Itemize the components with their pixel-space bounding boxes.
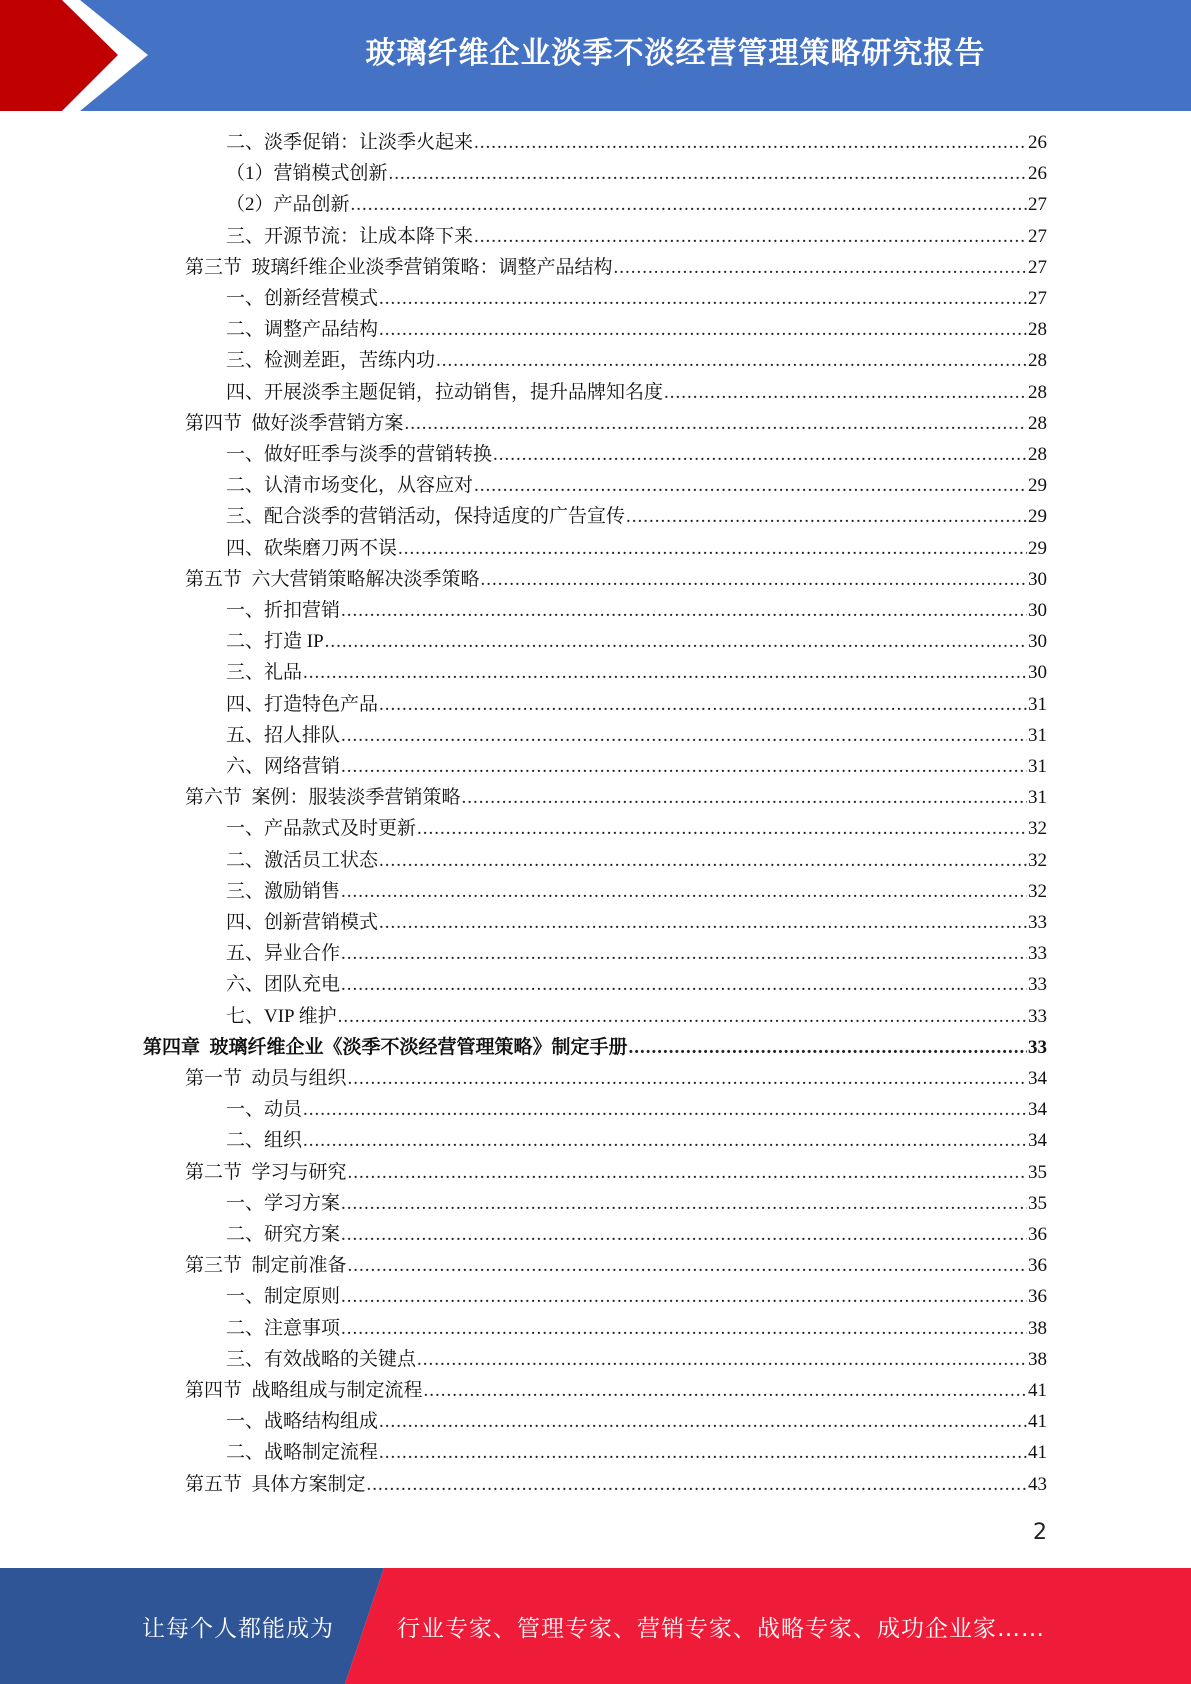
toc-dot-leader: [417, 813, 1027, 844]
toc-item-entry[interactable]: [226, 1437, 1047, 1468]
toc-entry-page: 35: [1028, 1192, 1047, 1214]
page-footer: [0, 1568, 1191, 1684]
toc-entry-title: 一、制定原则: [226, 1286, 341, 1308]
toc-section-entry[interactable]: [185, 1250, 1047, 1281]
toc-entry-title: 一、折扣营销: [226, 600, 341, 621]
toc-item-entry[interactable]: [226, 876, 1047, 907]
toc-entry-page: 26: [1028, 163, 1047, 185]
toc-entry-page: 31: [1028, 756, 1047, 777]
toc-item-entry[interactable]: [226, 969, 1047, 1000]
toc-dot-leader: [474, 221, 1027, 252]
toc-entry-page: 28: [1028, 381, 1047, 403]
toc-item-entry[interactable]: [226, 158, 1047, 189]
toc-entry-page: 41: [1028, 1380, 1047, 1401]
toc-dot-leader: [405, 408, 1027, 439]
toc-item-entry[interactable]: [226, 470, 1047, 501]
toc-item-entry[interactable]: [226, 221, 1047, 252]
footer-slogan-right: 行业专家、管理专家、营销专家、战略专家、成功企业家……: [397, 1615, 1045, 1642]
toc-dot-leader: [379, 1437, 1027, 1468]
toc-entry-page: 28: [1028, 444, 1047, 465]
toc-entry-page: 30: [1028, 568, 1047, 590]
toc-item-entry[interactable]: [226, 751, 1047, 782]
toc-dot-leader: [379, 314, 1027, 345]
toc-item-entry[interactable]: [226, 189, 1047, 220]
toc-entry-page: 32: [1028, 880, 1047, 902]
toc-item-entry[interactable]: [226, 907, 1047, 938]
toc-entry-title: 三、礼品: [226, 662, 303, 684]
toc-item-entry[interactable]: [226, 345, 1047, 376]
toc-entry-title: 二、研究方案: [226, 1224, 341, 1245]
toc-dot-leader: [348, 1063, 1027, 1094]
toc-dot-leader: [379, 907, 1027, 938]
toc-entry-title: 三、有效战略的关键点: [226, 1348, 417, 1370]
toc-entry-title: 第一节 动员与组织: [185, 1068, 347, 1089]
toc-entry-page: 31: [1028, 724, 1047, 746]
toc-dot-leader: [341, 595, 1027, 626]
toc-entry-title: 五、异业合作: [226, 943, 341, 965]
toc-dot-leader: [367, 1469, 1027, 1500]
toc-entry-page: 27: [1028, 288, 1047, 309]
toc-entry-title: 第三节 玻璃纤维企业淡季营销策略：调整产品结构: [185, 256, 613, 278]
toc-section-entry[interactable]: [185, 1375, 1047, 1406]
toc-dot-leader: [303, 657, 1027, 688]
toc-item-entry[interactable]: [226, 439, 1047, 470]
toc-entry-page: 27: [1028, 256, 1047, 278]
toc-entry-title: （2）产品创新: [226, 194, 350, 216]
toc-dot-leader: [398, 533, 1027, 564]
toc-item-entry[interactable]: [226, 1281, 1047, 1312]
toc-entry-page: 33: [1028, 1036, 1047, 1058]
toc-entry-page: 41: [1028, 1411, 1047, 1433]
toc-entry-page: 26: [1028, 132, 1047, 153]
toc-dot-leader: [417, 1344, 1027, 1375]
toc-dot-leader: [303, 1094, 1027, 1125]
red-chevron-arrow-icon: [0, 0, 160, 111]
toc-item-entry[interactable]: [226, 127, 1047, 158]
toc-dot-leader: [341, 751, 1027, 782]
toc-dot-leader: [474, 470, 1027, 501]
toc-entry-title: 三、激励销售: [226, 880, 341, 902]
toc-entry-title: 二、调整产品结构: [226, 319, 379, 341]
toc-entry-title: 三、检测差距，苦练内功: [226, 350, 436, 372]
toc-entry-page: 36: [1028, 1286, 1047, 1308]
toc-dot-leader: [348, 1157, 1027, 1188]
toc-dot-leader: [424, 1375, 1027, 1406]
toc-item-entry[interactable]: [226, 1313, 1047, 1344]
toc-entry-title: 一、学习方案: [226, 1192, 341, 1214]
toc-item-entry[interactable]: [226, 1125, 1047, 1156]
toc-dot-leader: [626, 501, 1027, 532]
toc-entry-title: 第四节 做好淡季营销方案: [185, 412, 404, 434]
toc-dot-leader: [481, 564, 1027, 595]
toc-entry-title: 三、开源节流：让成本降下来: [226, 225, 474, 247]
toc-entry-page: 29: [1028, 475, 1047, 497]
toc-dot-leader: [614, 252, 1027, 283]
toc-item-entry[interactable]: [226, 1344, 1047, 1375]
toc-entry-title: 第五节 六大营销策略解决淡季策略: [185, 568, 480, 590]
toc-entry-page: 31: [1028, 787, 1047, 809]
toc-entry-page: 36: [1028, 1224, 1047, 1245]
toc-dot-leader: [379, 283, 1027, 314]
toc-item-entry[interactable]: [226, 1094, 1047, 1125]
page-number: 2: [1033, 1520, 1047, 1545]
toc-entry-title: 一、战略结构组成: [226, 1411, 379, 1433]
toc-entry-page: 31: [1028, 693, 1047, 715]
toc-entry-page: 27: [1028, 194, 1047, 216]
toc-dot-leader: [379, 845, 1027, 876]
toc-entry-page: 38: [1028, 1348, 1047, 1370]
toc-entry-title: 五、招人排队: [226, 724, 341, 746]
toc-entry-title: 一、动员: [226, 1099, 303, 1121]
toc-entry-page: 29: [1028, 506, 1047, 528]
toc-entry-page: 28: [1028, 319, 1047, 341]
toc-dot-leader: [474, 127, 1027, 158]
toc-entry-title: 四、砍柴磨刀两不误: [226, 537, 398, 559]
toc-entry-title: 四、打造特色产品: [226, 693, 379, 715]
toc-item-entry[interactable]: [226, 1219, 1047, 1250]
toc-dot-leader: [348, 1250, 1027, 1281]
toc-entry-title: 二、激活员工状态: [226, 849, 379, 871]
toc-entry-title: 二、注意事项: [226, 1317, 341, 1339]
toc-item-entry[interactable]: [226, 595, 1047, 626]
toc-dot-leader: [341, 720, 1027, 751]
toc-entry-page: 33: [1028, 943, 1047, 965]
toc-section-entry[interactable]: [185, 564, 1047, 595]
toc-dot-leader: [303, 1125, 1027, 1156]
footer-slogan-left: 让每个人都能成为: [142, 1615, 334, 1642]
page-header: [0, 0, 1191, 111]
toc-dot-leader: [462, 782, 1027, 813]
toc-entry-page: 38: [1028, 1317, 1047, 1339]
toc-entry-title: 三、配合淡季的营销活动，保持适度的广告宣传: [226, 506, 626, 528]
toc-item-entry[interactable]: [226, 813, 1047, 844]
toc-entry-page: 27: [1028, 225, 1047, 247]
toc-entry-title: 第二节 学习与研究: [185, 1161, 347, 1183]
toc-entry-page: 32: [1028, 849, 1047, 871]
toc-dot-leader: [325, 626, 1027, 657]
toc-entry-page: 32: [1028, 818, 1047, 840]
toc-entry-title: 第四节 战略组成与制定流程: [185, 1380, 423, 1401]
toc-item-entry[interactable]: [226, 1001, 1047, 1032]
toc-entry-page: 33: [1028, 912, 1047, 933]
toc-dot-leader: [341, 1281, 1027, 1312]
toc-item-entry[interactable]: [226, 657, 1047, 688]
toc-dot-leader: [341, 1219, 1027, 1250]
toc-item-entry[interactable]: [226, 938, 1047, 969]
toc-entry-title: 第三节 制定前准备: [185, 1255, 347, 1277]
toc-section-entry[interactable]: [185, 1157, 1047, 1188]
toc-dot-leader: [341, 1188, 1027, 1219]
toc-item-entry[interactable]: [226, 501, 1047, 532]
toc-dot-leader: [436, 345, 1027, 376]
toc-entry-page: 43: [1028, 1473, 1047, 1495]
toc-dot-leader: [341, 1313, 1027, 1344]
toc-entry-page: 36: [1028, 1255, 1047, 1277]
toc-entry-page: 33: [1028, 1005, 1047, 1027]
toc-item-entry[interactable]: [226, 314, 1047, 345]
toc-entry-title: 一、创新经营模式: [226, 288, 379, 309]
toc-entry-title: 六、网络营销: [226, 756, 341, 777]
toc-entry-page: 28: [1028, 412, 1047, 434]
toc-entry-page: 35: [1028, 1161, 1047, 1183]
toc-entry-title: 七、VIP 维护: [226, 1005, 337, 1027]
toc-entry-title: 二、战略制定流程: [226, 1442, 379, 1464]
toc-chapter-entry[interactable]: [143, 1032, 1047, 1063]
toc-entry-page: 28: [1028, 350, 1047, 372]
toc-dot-leader: [379, 1406, 1027, 1437]
toc-dot-leader: [341, 876, 1027, 907]
toc-section-entry[interactable]: [185, 1063, 1047, 1094]
toc-section-entry[interactable]: [185, 408, 1047, 439]
toc-item-entry[interactable]: [226, 533, 1047, 564]
toc-dot-leader: [629, 1032, 1027, 1063]
toc-entry-page: 29: [1028, 537, 1047, 559]
toc-item-entry[interactable]: [226, 689, 1047, 720]
toc-entry-title: 第六节 案例：服装淡季营销策略: [185, 787, 461, 809]
toc-dot-leader: [379, 689, 1027, 720]
toc-entry-page: 30: [1028, 662, 1047, 684]
toc-entry-title: 六、团队充电: [226, 974, 341, 996]
toc-entry-page: 33: [1028, 974, 1047, 996]
toc-entry-page: 34: [1028, 1130, 1047, 1152]
toc-dot-leader: [351, 189, 1027, 220]
toc-entry-title: 二、组织: [226, 1130, 303, 1152]
toc-item-entry[interactable]: [226, 1406, 1047, 1437]
toc-entry-title: （1）营销模式创新: [226, 163, 388, 185]
toc-item-entry[interactable]: [226, 283, 1047, 314]
toc-entry-title: 一、做好旺季与淡季的营销转换: [226, 444, 493, 465]
toc-item-entry[interactable]: [226, 845, 1047, 876]
toc-entry-title: 第五节 具体方案制定: [185, 1473, 366, 1495]
toc-entry-title: 二、认清市场变化，从容应对: [226, 475, 474, 497]
toc-entry-title: 二、打造 IP: [226, 631, 324, 653]
toc-section-entry[interactable]: [185, 1469, 1047, 1500]
toc-entry-title: 第四章 玻璃纤维企业《淡季不淡经营管理策略》制定手册: [143, 1036, 628, 1058]
toc-item-entry[interactable]: [226, 626, 1047, 657]
toc-dot-leader: [341, 969, 1027, 1000]
toc-dot-leader: [341, 938, 1027, 969]
toc-entry-title: 一、产品款式及时更新: [226, 818, 417, 840]
toc-dot-leader: [338, 1001, 1027, 1032]
toc-item-entry[interactable]: [226, 377, 1047, 408]
toc-entry-page: 34: [1028, 1068, 1047, 1089]
toc-section-entry[interactable]: [185, 782, 1047, 813]
toc-entry-title: 四、开展淡季主题促销，拉动销售，提升品牌知名度: [226, 381, 664, 403]
toc-entry-title: 四、创新营销模式: [226, 912, 379, 933]
toc-dot-leader: [493, 439, 1027, 470]
toc-entry-title: 二、淡季促销：让淡季火起来: [226, 132, 474, 153]
toc-dot-leader: [389, 158, 1027, 189]
document-title: 玻璃纤维企业淡季不淡经营管理策略研究报告: [365, 36, 986, 71]
toc-entry-page: 34: [1028, 1099, 1047, 1121]
toc-entry-page: 30: [1028, 600, 1047, 621]
toc-item-entry[interactable]: [226, 720, 1047, 751]
toc-entry-page: 41: [1028, 1442, 1047, 1464]
toc-dot-leader: [664, 377, 1027, 408]
toc-item-entry[interactable]: [226, 1188, 1047, 1219]
toc-section-entry[interactable]: [185, 252, 1047, 283]
toc-entry-page: 30: [1028, 631, 1047, 653]
